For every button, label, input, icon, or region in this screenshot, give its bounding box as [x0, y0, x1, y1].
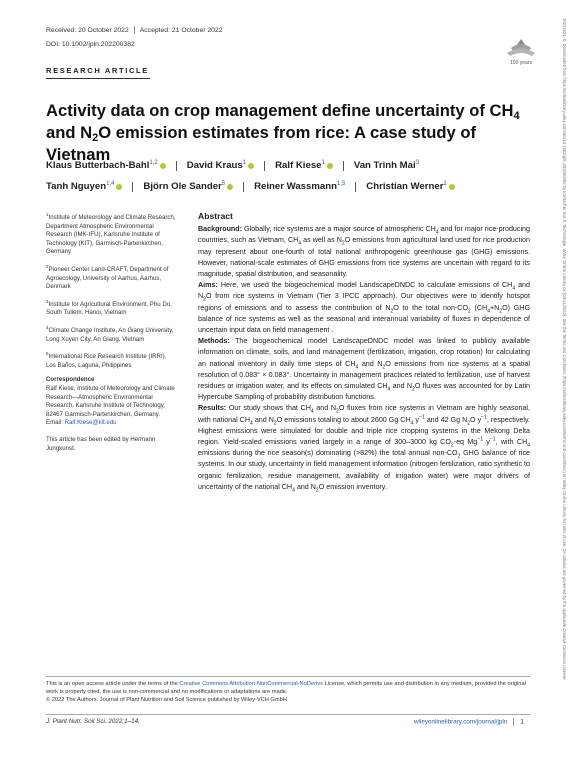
- download-sidebar: [562, 18, 570, 738]
- affiliation: $^2$Pioneer Center Land-CRAFT, Department of Agroecology, University of Aarhus, Aarhus, Denmark: [46, 264, 169, 291]
- editor-note: This article has been edited by Hermann Jungkunst.: [46, 436, 156, 452]
- page-number: 1: [520, 718, 524, 726]
- orcid-icon[interactable]: [248, 163, 254, 169]
- article-type: RESEARCH ARTICLE: [46, 66, 149, 75]
- copyright: © 2022 The Authors. Journal of Plant Nutrition and Soil Science published by Wiley-VCH GmbH: [46, 697, 287, 704]
- anniversary-badge: [501, 36, 541, 70]
- affiliation: $^5$International Rice Research Institute (IRRI), Los Baños, Laguna, Philippines: [46, 351, 167, 369]
- accepted-date: Accepted: 21 October 2022: [139, 26, 223, 34]
- footer-right: [414, 718, 524, 726]
- footer-rule: [46, 714, 530, 715]
- journal-citation: J. Plant Nutr. Soil Sci. 2022;1–14.: [46, 718, 140, 725]
- badge-label: 100 years: [510, 60, 532, 66]
- affiliations: [46, 211, 176, 453]
- author[interactable]: Björn Ole Sander$^5$: [143, 181, 233, 192]
- affiliation: $^4$Climate Change Institute, An Giang University, Long Xuyen City, An Giang, Vietnam: [46, 325, 174, 343]
- correspondence-email: Email: Ralf.Kiese@kit.edu: [46, 419, 117, 427]
- orcid-icon[interactable]: [449, 184, 455, 190]
- article-title: Activity data on crop management define uncertainty of $CH_4$ and $N_2O$ emission estimates from rice: A case study of Vietnam: [46, 101, 520, 164]
- license-text: This is an open access article under the terms of the Creative Commons Attribution-NonCommercial-NoDerivs License, which permits use and distribution in any medium, provided the original work is properly cited, the use is non-commercial and no modifications or adaptations are made. © 2022 The Authors. Journal of Plant Nutrition and Soil Science published by Wiley-VCH GmbH: [46, 681, 526, 704]
- affiliation: $^1$Institute of Meteorology and Climate Research, Department Atmospheric Environmental Research (IMK-IFU), Karlsruhe Institute of Technology (KIT), Garmisch-Partenkirchen, Germany: [46, 212, 176, 256]
- journal-url-link[interactable]: wileyonlinelibrary.com/journal/jpln: [414, 718, 508, 726]
- abstract-methods: Methods: The biogeochemical model LandscapeDNDC model was linked to publicly available information on climate, soils, and land management (fertilization, irrigation, crop rotation) for calculating an national inventory in daily time steps of $CH_4$ and $N_2O$ emissions from rice systems at a spatial resolution of 0.083° × 0.083°. Uncertainty in management practices related to fertilization, use of harvest residues or irrigation water, and its effects on simulated $CH_4$ and $N_2O$ fluxes was accounted for by Latin Hypercube Sampling of probability distribution functions.: [198, 337, 531, 402]
- author[interactable]: Tanh Nguyen$^{1,4}$: [46, 181, 122, 192]
- abstract-results: Results: Our study shows that $CH_4$ and $N_2O$ fluxes from rice systems in Vietnam are highly seasonal, with national $CH_4$ and $N_2O$ emissions totaling to about 2600 Gg $CH_4$ $y^{-1}$ and 42 Gg $N_2O$ $y^{-1}$, respectively. Highest emissions were simulated for double and triple rice cropping systems in the Mekong Delta region. Yield-scaled emissions varied largely in a range of 300–3000 kg $CO_2-eq$ $Mg^{-1}$ $y^{-1}$, with $CH_4$ emissions during the rice season(s) dominating (>82%) the total annual non-$CO_2$ GHG balance of rice systems. In our study, uncertainty in field management information (nitrogen fertilization, ratio synthetic to organic fertilization, residue management, availability of irrigation water) were major drivers of uncertainty of the national $CH_4$ and $N_2O$ emission inventory.: [198, 404, 531, 494]
- abstract-aims: Aims: Here, we used the biogeochemical model LandscapeDNDC to calculate emissions of $CH_4$ and $N_2O$ from rice systems in Vietnam (Tier 3 IPCC approach). Our objectives were to identify hotspot regions of emissions and to assess the contribution of $N_2O$ to the total non-$CO_2$ $(CH_4+N_2O)$ GHG balance of rice systems as well as the seasonal and interannual variability of fluxes in dependence of uncertain input data on field management .: [198, 281, 530, 335]
- author[interactable]: Reiner Wassmann$^{1,5}$: [254, 181, 346, 193]
- doi[interactable]: DOI: 10.1002/jpln.202200382: [46, 41, 135, 48]
- received-date: Received: 20 October 2022: [46, 26, 129, 34]
- author[interactable]: Christian Werner$^1$: [366, 181, 454, 192]
- license-link[interactable]: Creative Commons Attribution-NonCommercial-NoDerivs: [179, 681, 323, 687]
- abstract: [198, 211, 530, 493]
- author[interactable]: Van Trinh Mai$^3$: [353, 160, 420, 172]
- orcid-icon[interactable]: [160, 163, 166, 169]
- abstract-heading: Abstract: [198, 211, 233, 221]
- correspondence-text: Ralf Kiese, Institute of Meteorology and Climate Research—Atmospheric Environmental Research, Karlsruhe Institute of Technology, 82467 Garmisch-Partenkirchen, Germany.: [46, 385, 175, 418]
- orcid-icon[interactable]: [327, 163, 333, 169]
- orcid-icon[interactable]: [227, 184, 233, 190]
- author[interactable]: David Kraus$^1$: [187, 160, 254, 171]
- author[interactable]: Ralf Kiese$^1$: [275, 160, 333, 171]
- abstract-background: Background: Globally, rice systems are a major source of atmospheric $CH_4$ and for major rice-producing countries, such as Vietnam, $CH_4$ as well as $N_2O$ emissions from agricultural land used for rice production may represent about one-fourth of total national anthropogenic greenhouse gas (GHG) emissions. However, national-scale estimates of GHG emissions from rice systems are uncertain with regard to its magnitude, spatial distribution, and seasonality.: [198, 225, 530, 279]
- article-dates: [46, 26, 223, 34]
- article-type-rule: [46, 78, 150, 79]
- affiliation: $^3$Institute for Agricultural Environment, Phu Do, South Tuliem, Hanoi, Vietnam: [46, 298, 172, 317]
- license-rule: [46, 676, 530, 677]
- download-notice: 15222624, 0, Downloaded from https://onlinelibrary.wiley.com/doi/10.1002/jpln.202200382 by Karlsruher Inst F. Technologie, Wiley Online Library on [03/11/2022]. See the Terms and Conditions (https://onlinelibrary.wiley.com/terms-and-conditions) on Wiley Online Library for rules of use; OA articles are governed by the applicable Creative Commons License: [562, 18, 567, 680]
- correspondence-heading: Correspondence: [46, 376, 95, 384]
- author-list: [46, 154, 526, 196]
- orcid-icon[interactable]: [116, 184, 122, 190]
- author[interactable]: Klaus Butterbach-Bahl$^{1,2}$: [46, 160, 166, 171]
- email-link[interactable]: Ralf.Kiese@kit.edu: [64, 419, 117, 427]
